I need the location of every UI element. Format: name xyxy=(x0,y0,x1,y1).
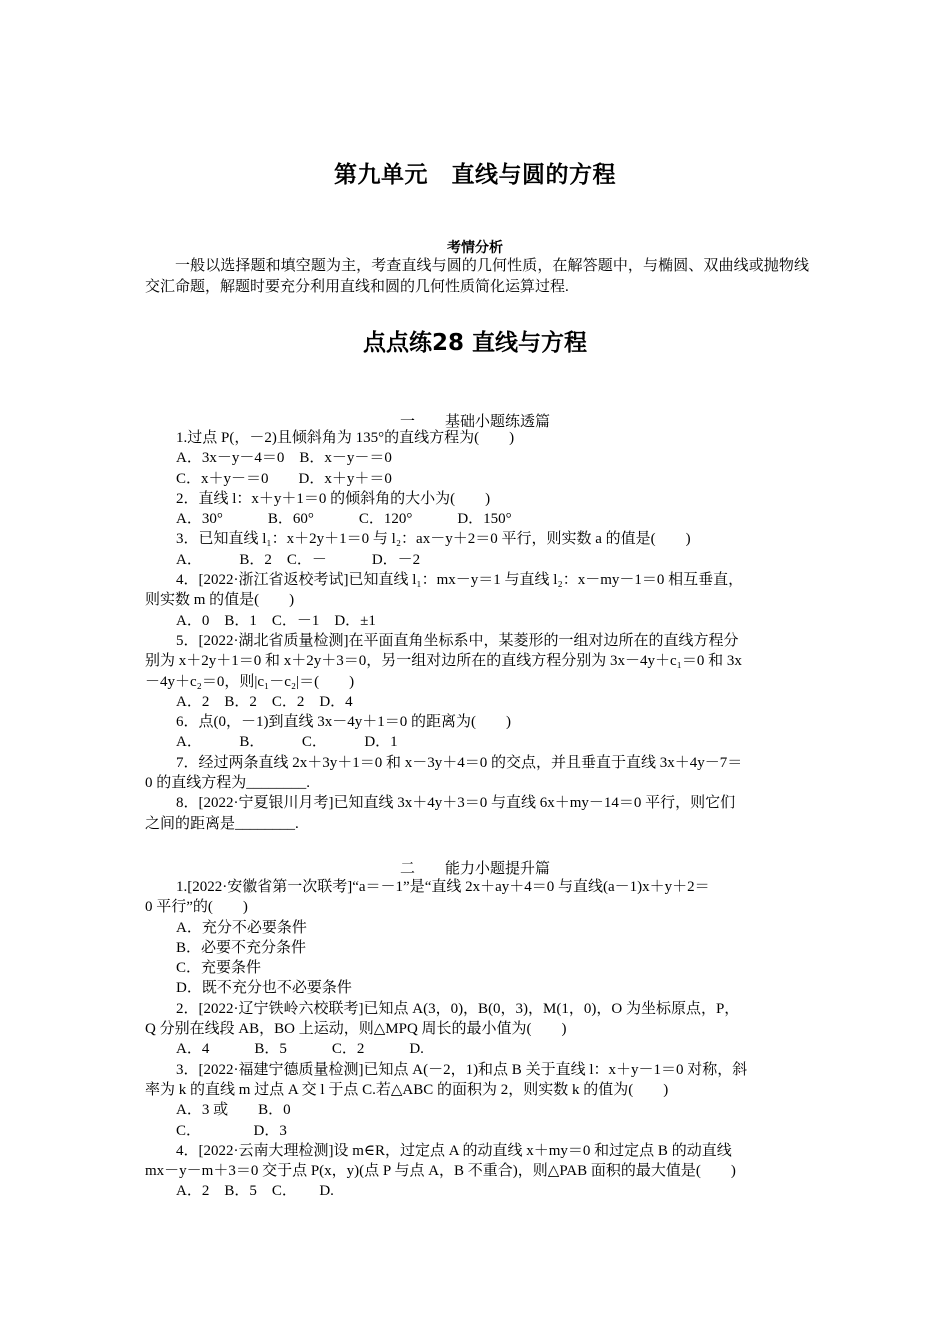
question-line: 2．直线 l：x＋y＋1＝0 的倾斜角的大小为( ) xyxy=(176,490,491,507)
section-heading-basic: 一 基础小题练透篇 xyxy=(399,414,550,430)
option-line: A．3x－y－4＝0 B．x－y－＝0 xyxy=(176,450,392,467)
option-line: C． D．3 xyxy=(176,1122,287,1139)
option-line: A．0 B．1 C．－1 D．±1 xyxy=(176,612,376,629)
unit-title: 第九单元 直线与圆的方程 xyxy=(334,162,616,188)
question-line: 7．经过两条直线 2x＋3y＋1＝0 和 x－3y＋4＝0 的交点，并且垂直于直线 3x＋4y－7＝ xyxy=(176,754,743,771)
question-line: 6．点(0，－1)到直线 3x－4y＋1＝0 的距离为( ) xyxy=(176,714,511,731)
option-line: A．充分不必要条件 xyxy=(176,919,307,936)
question-line: 1.[2022·安徽省第一次联考]“a＝－1”是“直线 2x＋ay＋4＝0 与直线(a－1)x＋y＋2＝ xyxy=(176,879,710,895)
analysis-heading: 考情分析 xyxy=(447,240,503,256)
option-line: C．x＋y－＝0 D．x＋y＋＝0 xyxy=(176,470,392,487)
question-line: 0 的直线方程为________. xyxy=(145,775,311,792)
question-line: 4．[2022·浙江省返校考试]已知直线 l₁：mx－y＝1 与直线 l₂：x－my－1＝0 相互垂直， xyxy=(176,572,744,589)
question-line: 别为 x＋2y＋1＝0 和 x＋2y＋3＝0，另一组对边所在的直线方程分别为 3x－4y＋c₁＝0 和 3x xyxy=(145,653,742,670)
question-line: 5．[2022·湖北省质量检测]在平面直角坐标系中，某菱形的一组对边所在的直线方程分 xyxy=(176,632,739,649)
option-line: A．4 B．5 C．2 D. xyxy=(176,1041,424,1058)
question-line: 8．[2022·宁夏银川月考]已知直线 3x＋4y＋3＝0 与直线 6x＋my－14＝0 平行，则它们 xyxy=(176,795,736,812)
option-line: A．3 或 B．0 xyxy=(176,1102,291,1119)
option-line: B．必要不充分条件 xyxy=(176,939,307,956)
question-line: Q 分别在线段 AB，BO 上运动，则△MPQ 周长的最小值为( ) xyxy=(145,1021,567,1038)
question-line: mx－y－m＋3＝0 交于点 P(x，y)(点 P 与点 A，B 不重合)，则△PAB 面积的最大值是( ) xyxy=(145,1163,736,1180)
option-line: A．30° B．60° C．120° D．150° xyxy=(176,511,512,528)
option-line: C．充要条件 xyxy=(176,960,262,977)
option-line: D．既不充分也不必要条件 xyxy=(176,980,352,997)
section-heading-advanced: 二 能力小题提升篇 xyxy=(399,861,550,877)
option-line: A．2 B．5 C． D. xyxy=(176,1183,334,1200)
section-basic-questions xyxy=(145,428,809,834)
question-line: 0 平行”的( ) xyxy=(145,899,248,916)
question-line: 1.过点 P(，－2)且倾斜角为 135°的直线方程为( ) xyxy=(176,430,515,446)
option-line: A．2 B．2 C．2 D．4 xyxy=(176,693,353,710)
question-line: －4y＋c₂＝0，则|c₁－c₂|＝( ) xyxy=(145,673,355,690)
analysis-body: 一般以选择题和填空题为主，考查直线与圆的几何性质，在解答题中，与椭圆、双曲线或抛物线交汇命题，解题时要充分利用直线和圆的几何性质简化运算过程. xyxy=(145,258,809,295)
question-line: 率为 k 的直线 m 过点 A 交 l 于点 C.若△ABC 的面积为 2，则实数 k 的值为( ) xyxy=(145,1081,669,1098)
drill-title: 点点练28 直线与方程 xyxy=(362,330,587,356)
question-line: 3．[2022·福建宁德质量检测]已知点 A(－2，1)和点 B 关于直线 l：x＋y－1＝0 对称，斜 xyxy=(176,1061,748,1078)
question-line: 4．[2022·云南大理检测]设 m∈R，过定点 A 的动直线 x＋my＝0 和过定点 B 的动直线 xyxy=(176,1142,732,1159)
question-line: 则实数 m 的值是( ) xyxy=(145,592,295,609)
option-line: A． B．2 C．－ D．－2 xyxy=(176,551,421,568)
option-line: A． B． C． D．1 xyxy=(176,734,398,751)
question-line: 之间的距离是________. xyxy=(145,815,299,832)
question-line: 2．[2022·辽宁铁岭六校联考]已知点 A(3，0)，B(0，3)，M(1，0)，O 为坐标原点，P， xyxy=(176,1000,740,1017)
question-line: 3．已知直线 l₁：x＋2y＋1＝0 与 l₂：ax－y＋2＝0 平行，则实数 a 的值是( ) xyxy=(176,531,691,548)
section-advanced-questions xyxy=(145,877,809,1202)
